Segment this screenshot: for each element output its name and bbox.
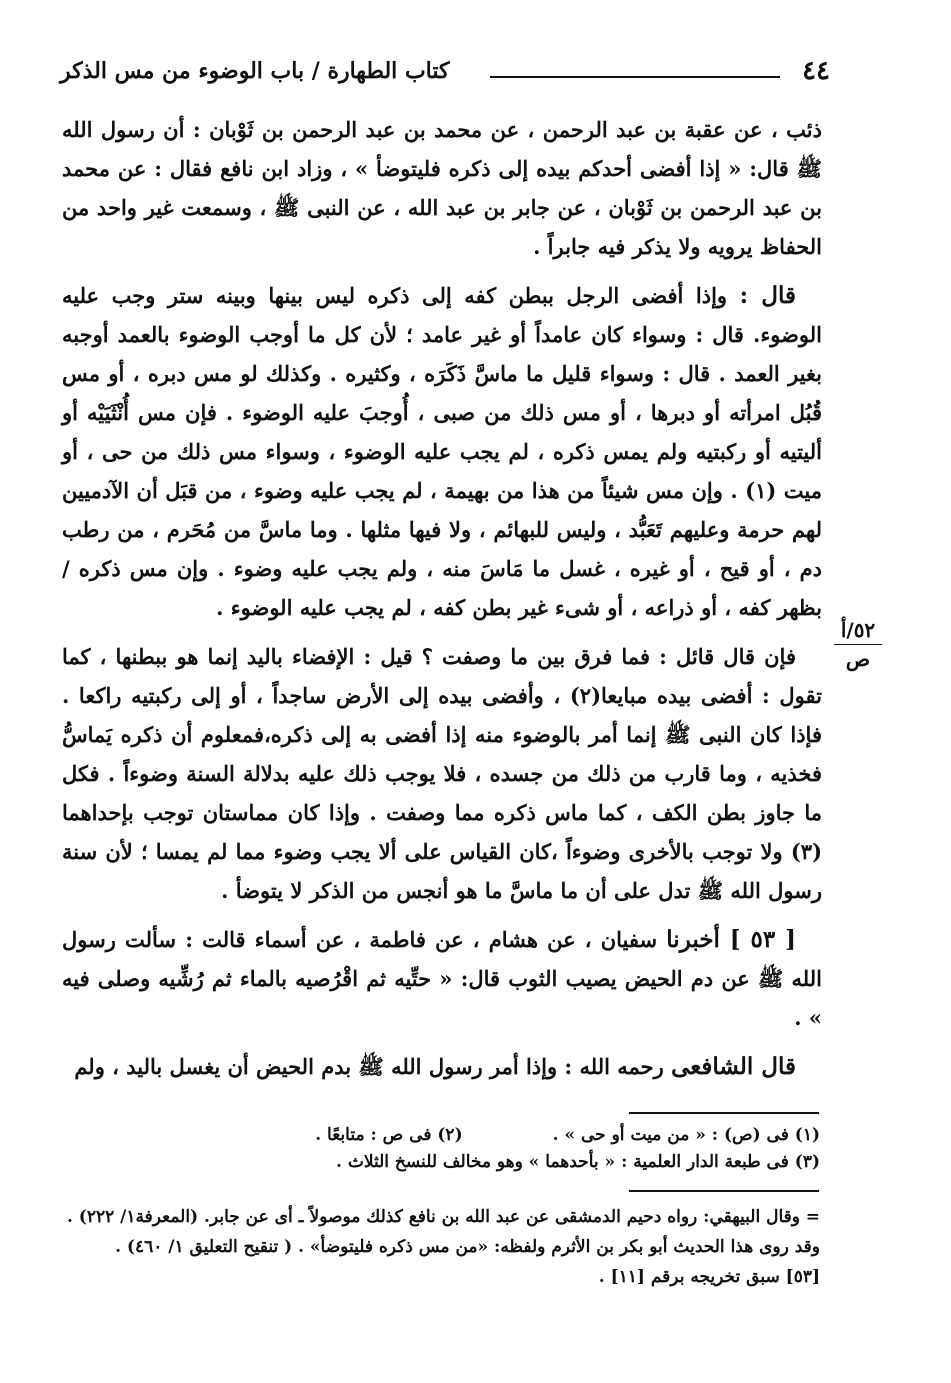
paragraph-5-text: رحمه الله : وإذا أمر رسول الله ﷺ بدم الحيض أن يغسل باليد ، ولم <box>74 1054 672 1079</box>
paragraph-4-text: سفيان ، عن هشام ، عن فاطمة ، عن أسماء قالت : سألت رسول الله ﷺ عن دم الحيض يصيب الثوب قال: « حتِّيه ثم اقْرُصيه بالماء ثم رُشِّيه وصلى فيه » . <box>62 927 822 1030</box>
footnote-3: (٣) فى طبعة الدار العلمية : « بأحدهما » وهو مخالف للنسخ الثلاث . <box>335 1152 820 1172</box>
reference-line-3: [٥٣] سبق تخريجه برقم [١١] . <box>598 1267 820 1287</box>
paragraph-5 <box>62 1047 822 1086</box>
footnotes <box>150 1122 820 1176</box>
continuation-marker: = <box>805 1207 820 1227</box>
footnote-2: (٢) فى ص : متابعًا . <box>315 1125 463 1145</box>
paragraph-1 <box>62 110 822 266</box>
header-rule <box>490 76 780 78</box>
paragraph-2-text: وإذا أفضى الرجل ببطن كفه إلى ذكره ليس بينها وبينه ستر وجب عليه الوضوء. قال : وسواء كان عامداً أو غير عامد ؛ لأن كل ما أوجب الوضوء بالعمد أوجبه بغير العمد . قال : وسواء قليل ما ماسَّ ذَكَرَه ، وكثيره . وكذلك لو مس دبره ، أو مس قُبُل امرأته أو دبرها ، أو مس ذلك من صبى ، أُوجبَ عليه الوضوء . فإن مس أُنْثَيَيْه أو أليتيه أو ركبتيه ولم يمس ذكره ، لم يجب عليه الوضوء ، وسواء مس ذلك من حى ، أو ميت (١) . وإن مس شيئاً من هذا من بهيمة ، لم يجب عليه وضوء ، من قبَل أن الآدميين لهم حرمة وعليهم تَعَبُّد ، وليس للبهائم ، ولا فيها مثلها . وما ماسَّ من مُحَرم ، من رطب دم ، أو قيح ، أو غيره ، غسل ما مَاسَ منه ، ولم يجب عليه وضوء . وإن مس ذكره / بظهر كفه ، أو ذراعه ، أو شىء غير بطن كفه ، لم يجب عليه الوضوء . <box>62 283 822 620</box>
margin-folio-note <box>828 618 888 671</box>
footnote-1: (١) فى (ص) : « من ميت أو حى » . <box>552 1125 820 1145</box>
paragraph-2 <box>62 276 822 627</box>
footnote-rule <box>629 1112 819 1114</box>
paragraph-1-text: ذئب ، عن عقبة بن عبد الرحمن ، عن محمد بن عبد الرحمن بن ثَوْبان : أن رسول الله ﷺ قال: « إذا أفضى أحدكم بيده إلى ذكره فليتوضأ » ، وزاد ابن نافع فقال : عن محمد بن عبد الرحمن بن ثَوْبان ، عن جابر بن عبد الله ، عن النبى ﷺ ، وسمعت غير واحد من الحفاظ يرويه ولا يذكر فيه جابراً . <box>62 117 822 259</box>
footnote-row <box>150 1122 820 1149</box>
margin-folio-bar <box>834 644 882 645</box>
page-header <box>60 52 830 92</box>
margin-folio-top: ٥٢/أ <box>840 618 876 642</box>
paragraph-4-lead: [ ٥٣ ] أخبرنا <box>666 926 797 953</box>
reference-1-text: وقال البيهقي: رواه دحيم الدمشقى عن عبد الله بن نافع كذلك موصولاً ـ أى عن جابر. (المعرفة١/ ٢٢٢) . <box>66 1207 800 1227</box>
reference-line-2: وقد روى هذا الحديث أبو بكر بن الأثرم ولفظه: «من مس ذكره فليتوضأ» . ( تنقيح التعليق ١/ ٤٦٠) . <box>115 1237 820 1257</box>
paragraph-3-text: فإن قال قائل : فما فرق بين ما وصفت ؟ قيل : الإفضاء باليد إنما هو ببطنها ، كما تقول : أفضى بيده مبايعا(٢) ، وأفضى بيده إلى الأرض ساجداً ، أو إلى ركبتيه راكعا . فإذا كان النبى ﷺ إنما أمر بالوضوء منه إذا أفضى به إلى ذكره،فمعلوم أن ذكره يَماسُّ فخذيه ، وما قارب من ذلك من جسده ، فلا يوجب ذلك عليه بدلالة السنة وضوءاً . فكل ما جاوز بطن الكف ، كما ماس ذكره مما وصفت . وإذا كان مماستان توجب بإحداهما (٣) ولا توجب بالأخرى وضوءاً ،كان القياس على ألا يجب وضوء مما لم يمسا ؛ لأن سنة رسول الله ﷺ تدل على أن ما ماسَّ ما هو أنجس من الذكر لا يتوضأ . <box>62 644 822 903</box>
references-rule <box>629 1190 819 1192</box>
paragraph-3 <box>62 637 822 910</box>
reference-line-1 <box>66 1202 820 1232</box>
references <box>66 1202 820 1292</box>
running-title: كتاب الطهارة / باب الوضوء من مس الذكر <box>60 58 450 84</box>
paragraph-4 <box>62 920 822 1037</box>
main-text <box>62 110 822 1096</box>
page-number: ٤٤ <box>802 56 830 86</box>
paragraph-5-lead: قال الشافعى <box>671 1053 796 1080</box>
paragraph-2-lead: قال : <box>739 282 797 309</box>
margin-folio-bottom: ص <box>845 647 871 671</box>
